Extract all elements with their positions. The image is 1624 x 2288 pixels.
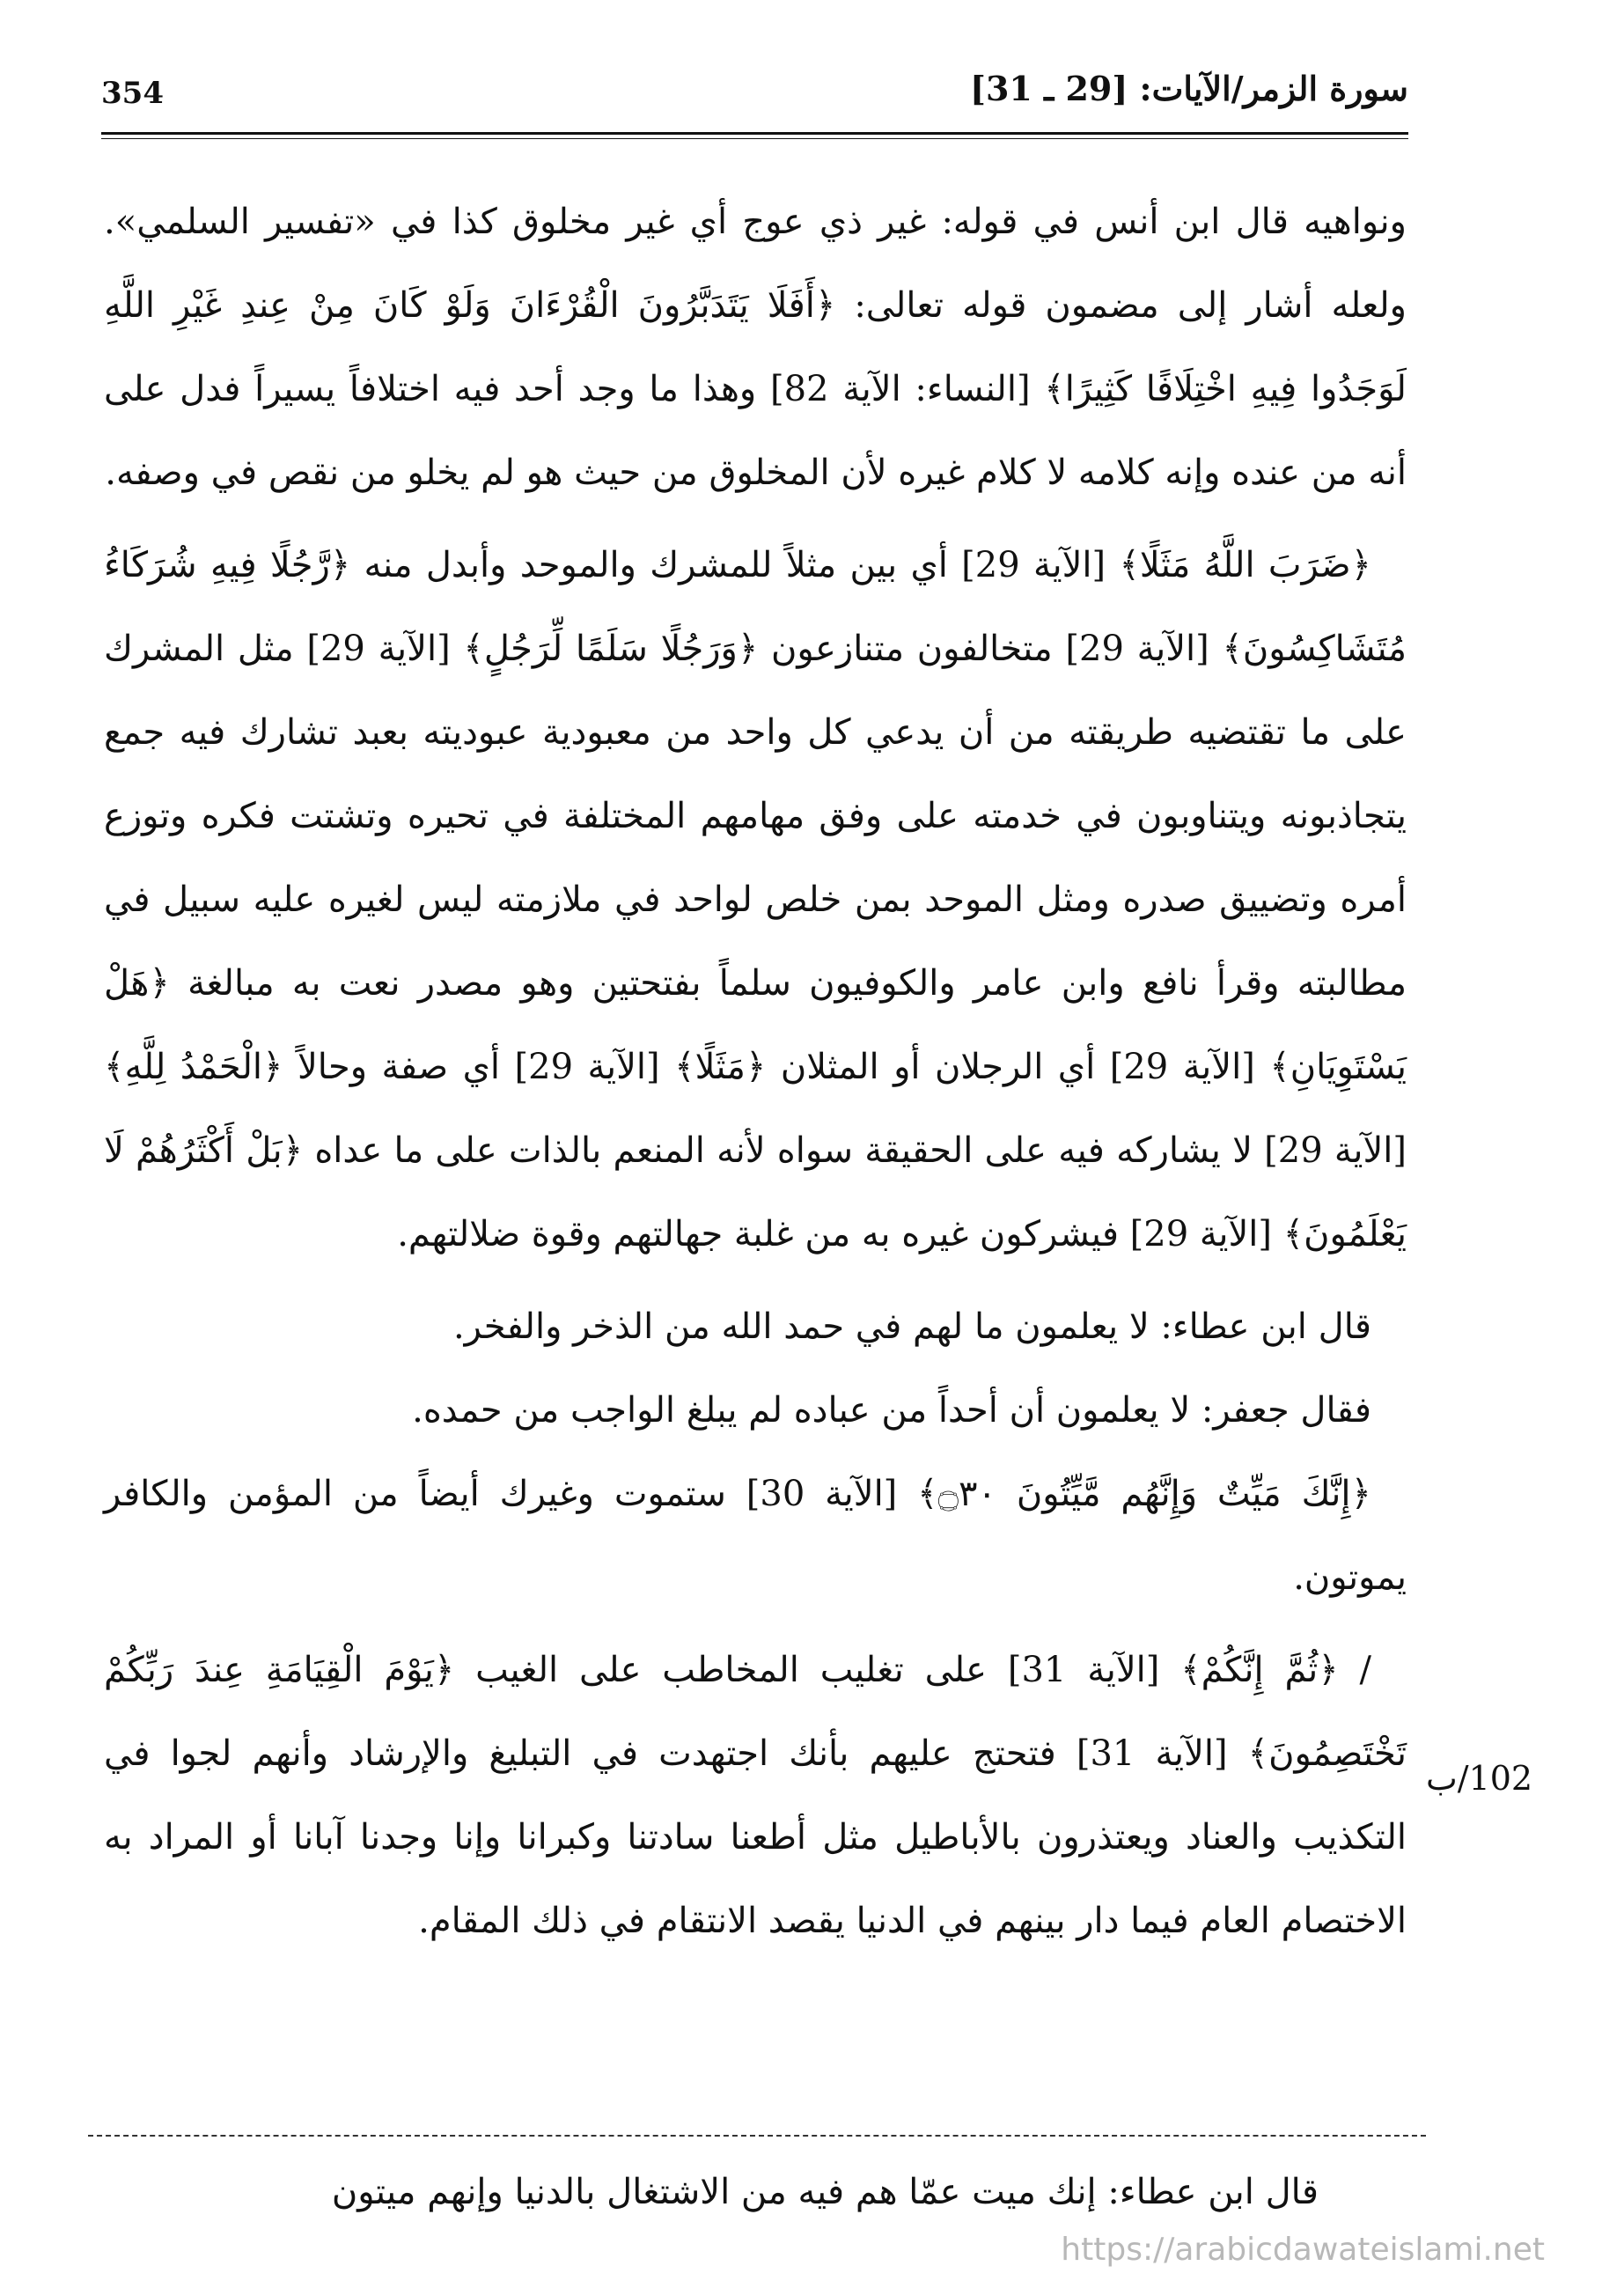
footnote-separator	[88, 2135, 1426, 2137]
paragraph-3: قال ابن عطاء: لا يعلمون ما لهم في حمد الله من الذخر والفخر.	[452, 1306, 1371, 1347]
page-number: 354	[101, 76, 164, 111]
header-rule-thin	[101, 138, 1408, 139]
header-rule	[101, 132, 1408, 135]
watermark-url: https://arabicdawateislami.net	[1061, 2232, 1545, 2268]
paragraph-4: فقال جعفر: لا يعلمون أن أحداً من عباده لم يبلغ الواجب من حمده.	[412, 1390, 1371, 1431]
paragraph-6: / ﴿ثُمَّ إِنَّكُمْ﴾ [الآية 31] على تغليب المخاطب على الغيب ﴿يَوْمَ الْقِيَامَةِ عِندَ رَبِّكُمْ تَخْتَصِمُونَ﴾ [الآية 31] فتحتج عليهم بأنك اجتهدت في التبليغ والإرشاد وأنهم لجوا في التكذيب والعناد ويعتذرون بالأباطيل مثل أطعنا سادتنا وكبرانا وإنا وجدنا آبانا أو المراد به الاختصام العام فيما دار بينهم في الدنيا يقصد الانتقام في ذلك المقام.	[104, 1650, 1407, 1941]
running-title: سورة الزمر/الآيات: [29 ـ 31]	[969, 69, 1408, 108]
paragraph-1: ونواهيه قال ابن أنس في قوله: غير ذي عوج أي غير مخلوق كذا في «تفسير السلمي». ولعله أشار إلى مضمون قوله تعالى: ﴿أَفَلَا يَتَدَبَّرُونَ الْقُرْءَانَ وَلَوْ كَانَ مِنْ عِندِ غَيْرِ اللَّهِ لَوَجَدُوا فِيهِ اخْتِلَافًا كَثِيرًا﴾ [النساء: الآية 82] وهذا ما وجد أحد فيه اختلافاً يسيراً فدل على أنه من عنده وإنه كلامه لا كلام غيره لأن المخلوق من حيث هو لم يخلو من نقص في وصفه.	[104, 202, 1407, 493]
manuscript-folio-note: 102/ب	[1426, 1759, 1533, 1798]
page-header	[101, 69, 1408, 139]
main-text	[104, 180, 1407, 1963]
footnote: قال ابن عطاء: إنك ميت عمّا هم فيه من الاشتغال بالدنيا وإنهم ميتون	[331, 2172, 1319, 2212]
paragraph-5: ﴿إِنَّكَ مَيِّتٌ وَإِنَّهُم مَّيِّتُونَ ۝٣٠﴾ [الآية 30] ستموت وغيرك أيضاً من المؤمن والكافر يموتون.	[104, 1474, 1407, 1598]
paragraph-2: ﴿ضَرَبَ اللَّهُ مَثَلًا﴾ [الآية 29] أي بين مثلاً للمشرك والموحد وأبدل منه ﴿رَّجُلًا فِيهِ شُرَكَاءُ مُتَشَاكِسُونَ﴾ [الآية 29] متخالفون متنازعون ﴿وَرَجُلًا سَلَمًا لِّرَجُلٍ﴾ [الآية 29] مثل المشرك على ما تقتضيه طريقته من أن يدعي كل واحد من معبودية عبوديته بعبد تشارك فيه جمع يتجاذبونه ويتناوبون في خدمته على وفق مهامهم المختلفة في تحيره وتشتت فكره وتوزع أمره وتضييق صدره ومثل الموحد بمن خلص لواحد في ملازمته ليس لغيره عليه سبيل في مطالبته وقرأ نافع وابن عامر والكوفيون سلماً بفتحتين وهو مصدر نعت به مبالغة ﴿هَلْ يَسْتَوِيَانِ﴾ [الآية 29] أي الرجلان أو المثلان ﴿مَثَلًا﴾ [الآية 29] أي صفة وحالاً ﴿الْحَمْدُ لِلَّهِ﴾ [الآية 29] لا يشاركه فيه على الحقيقة سواه لأنه المنعم بالذات على ما عداه ﴿بَلْ أَكْثَرُهُمْ لَا يَعْلَمُونَ﴾ [الآية 29] فيشركون غيره به من غلبة جهالتهم وقوة ضلالتهم.	[104, 545, 1407, 1254]
